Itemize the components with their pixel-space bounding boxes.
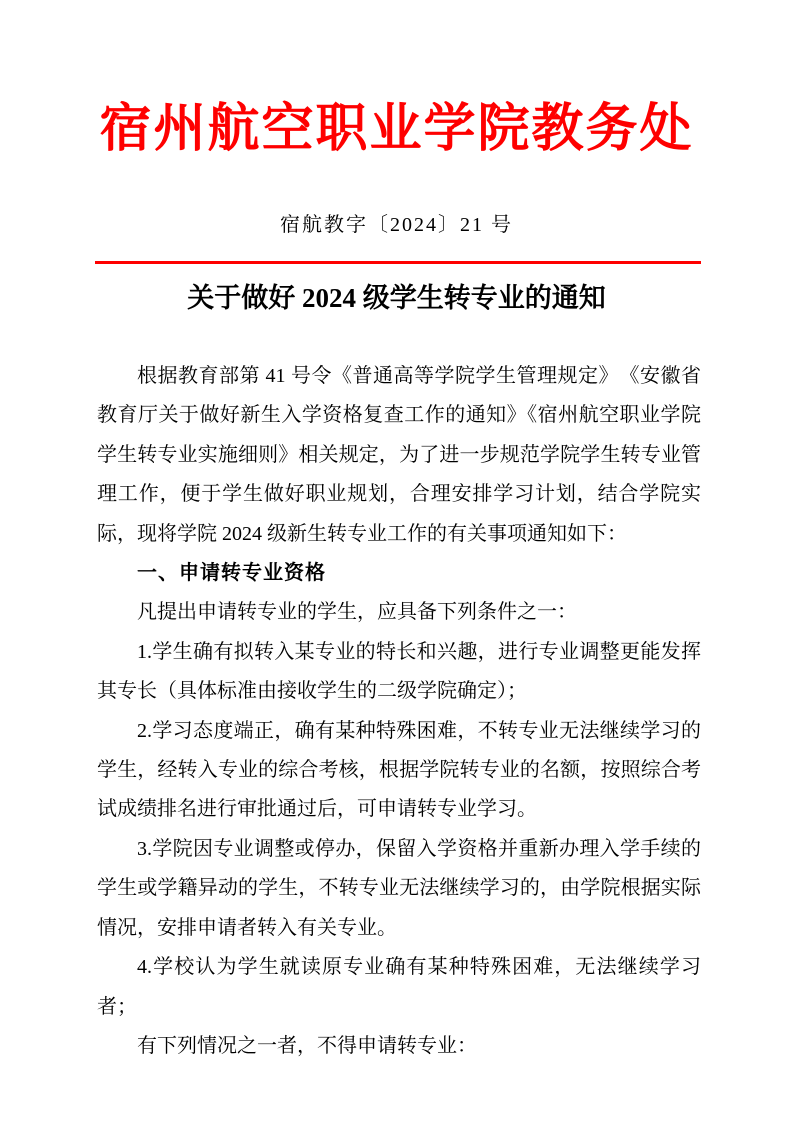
body-paragraph-conditions-lead: 凡提出申请转专业的学生，应具备下列条件之一：	[137, 601, 577, 624]
body-paragraph-item-4: 4.学校认为学生就读原专业确有某种特殊困难，无法继续学习者；	[97, 956, 701, 1018]
section-heading-qualifications: 一、申请转专业资格	[137, 562, 326, 585]
body-paragraph-item-3: 3.学院因专业调整或停办，保留入学资格并重新办理入学手续的学生或学籍异动的学生，不转专业无法继续学习的，由学院根据实际情况，安排申请者转入有关专业。	[97, 837, 701, 939]
document-title: 关于做好 2024 级学生转专业的通知	[187, 283, 606, 313]
red-divider-line	[95, 261, 701, 264]
body-paragraph-item-1: 1.学生确有拟转入某专业的特长和兴趣，进行专业调整更能发挥其专长（具体标准由接收学生的二级学院确定）；	[97, 640, 701, 703]
body-paragraph-item-2: 2.学习态度端正，确有某种特殊困难，不转专业无法继续学习的学生，经转入专业的综合考核，根据学院转专业的名额，按照综合考试成绩排名进行审批通过后，可申请转专业学习。	[97, 719, 701, 821]
body-paragraph-restriction-lead: 有下列情况之一者，不得申请转专业：	[137, 1034, 477, 1057]
document-number: 宿航教字〔2024〕21 号	[280, 214, 513, 236]
document-body	[97, 357, 701, 1066]
letterhead-title: 宿州航空职业学院教务处	[99, 101, 694, 158]
body-paragraph-intro: 根据教育部第 41 号令《普通高等学院学生管理规定》 《安徽省教育厅关于做好新生入学资格复查工作的通知》《宿州航空职业学院学生转专业实施细则》相关规定，为了进一步规范学院学生转专业管理工作，便于学生做好职业规划，合理安排学习计划，结合学院实际，现将学院 2024 级新生转专业工作的有关事项通知如下：	[97, 365, 701, 545]
